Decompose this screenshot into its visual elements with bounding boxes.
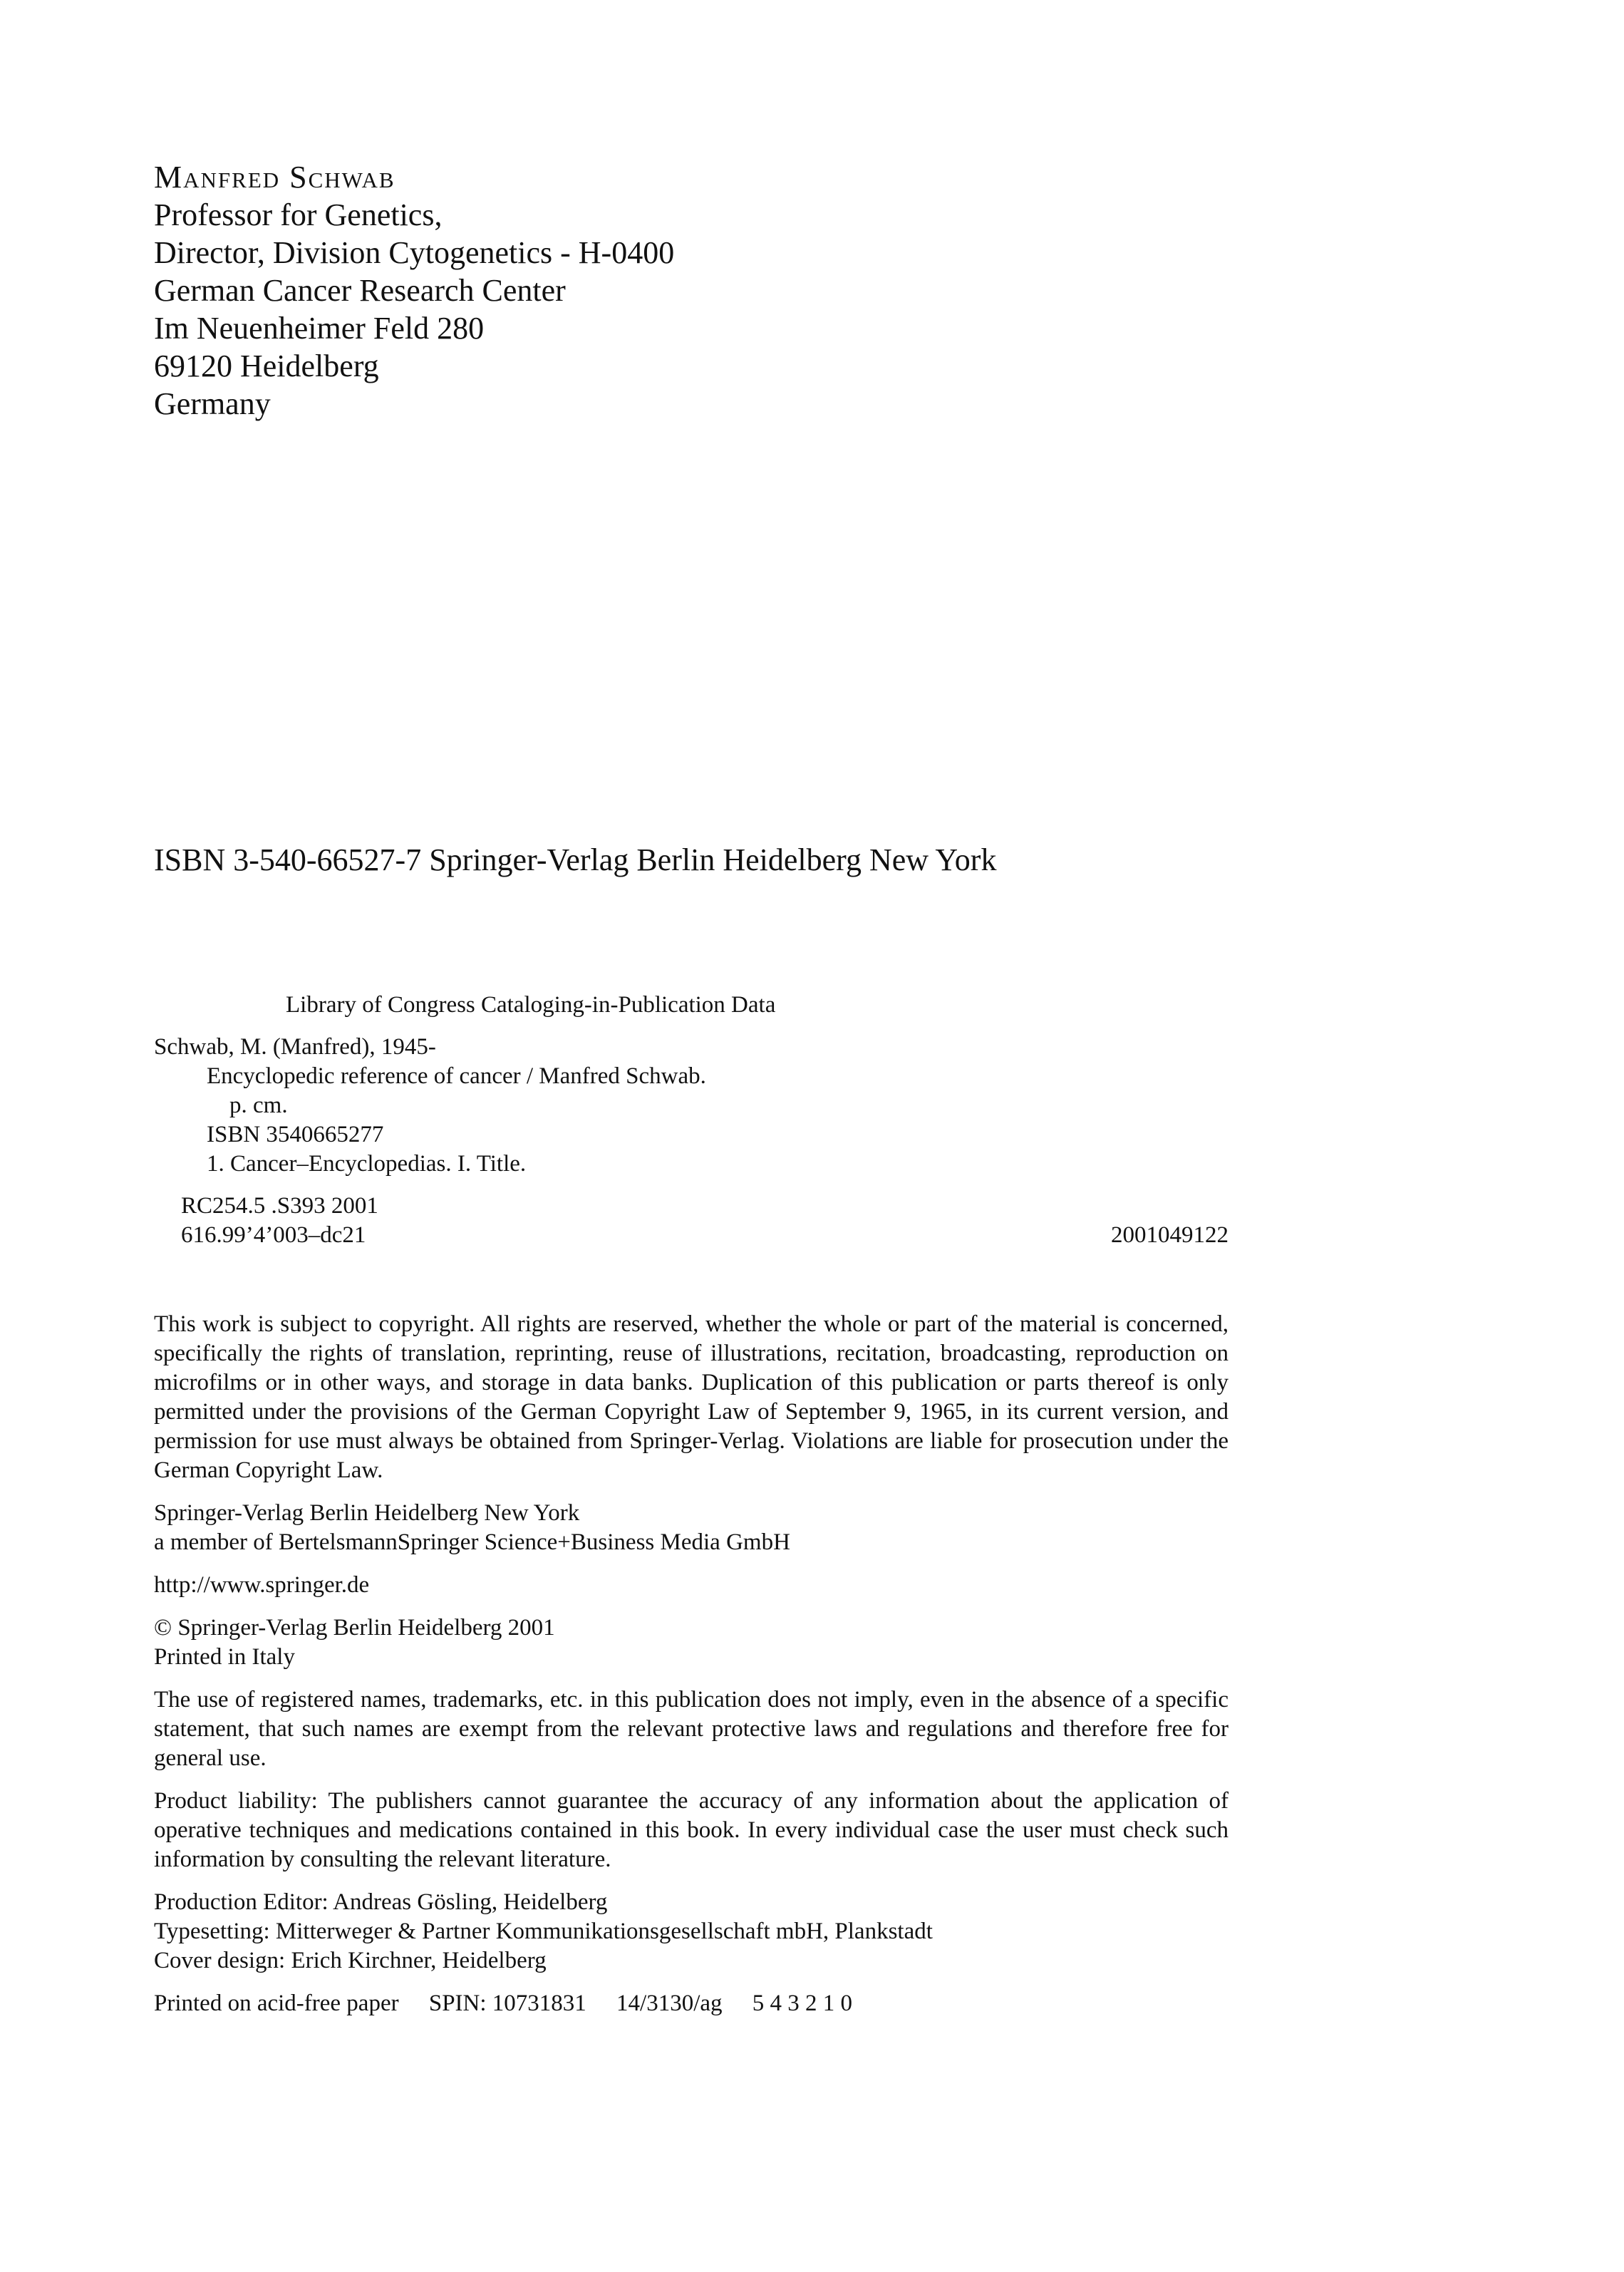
cip-lccn: 2001049122	[1111, 1222, 1229, 1248]
publisher-url: http://www.springer.de	[154, 1572, 370, 1598]
cip-data-block	[154, 991, 1229, 1250]
publisher-line: Springer-Verlag Berlin Heidelberg New York	[154, 1500, 580, 1526]
cip-title-line: Encyclopedic reference of cancer / Manfred Schwab.	[207, 1063, 706, 1089]
liability-paragraph: Product liability: The publishers cannot guarantee the accuracy of any information about the application of operative techniques and medications contained in this book. In every individual case the user must check such information by consulting the relevant literature.	[154, 1788, 1229, 1872]
cip-dewey: 616.99’4’003–dc21	[181, 1222, 366, 1248]
print-run: 5 4 3 2 1 0	[752, 1990, 853, 2016]
cip-subject-line: 1. Cancer–Encyclopedias. I. Title.	[207, 1151, 527, 1177]
isbn-line: ISBN 3-540-66527-7 Springer-Verlag Berlin Heidelberg New York	[154, 842, 997, 877]
trademark-paragraph: The use of registered names, trademarks, etc. in this publication does not imply, even in the absence of a specific statement, that such names are exempt from the relevant protective laws and regulations and therefore free for general use.	[154, 1687, 1229, 1771]
print-code: 14/3130/ag	[616, 1990, 723, 2016]
cip-isbn-line: ISBN 3540665277	[207, 1122, 384, 1147]
author-title: Professor for Genetics,	[154, 197, 443, 232]
cip-author-line: Schwab, M. (Manfred), 1945-	[154, 1034, 436, 1060]
cip-pages-line: p. cm.	[229, 1093, 288, 1118]
copyright-notice: © Springer-Verlag Berlin Heidelberg 2001	[154, 1615, 555, 1641]
cip-heading: Library of Congress Cataloging-in-Publication Data	[286, 992, 776, 1018]
copyright-paragraph: This work is subject to copyright. All rights are reserved, whether the whole or part of the material is concerned, specifically the rights of translation, reprinting, reuse of illustrations, recitation, broadcasting, reproduction on microfilms or in other ways, and storage in data banks. Duplication of this publication or parts thereof is only permitted under the provisions of the German Copyright Law of September 9, 1965, in its current version, and permission for use must always be obtained from Springer-Verlag. Violations are liable for prosecution under the German Copyright Law.	[154, 1311, 1229, 1483]
publisher-url-block	[154, 1571, 1229, 1600]
production-editor: Production Editor: Andreas Gösling, Heidelberg	[154, 1889, 608, 1915]
paper-note: Printed on acid-free paper	[154, 1990, 399, 2016]
typesetting-credit: Typesetting: Mitterweger & Partner Kommunikationsgesellschaft mbH, Plankstadt	[154, 1919, 933, 1944]
publisher-member-line: a member of BertelsmannSpringer Science+Business Media GmbH	[154, 1529, 790, 1555]
author-institution: German Cancer Research Center	[154, 273, 566, 308]
author-block	[154, 158, 674, 423]
author-name: Manfred Schwab	[154, 160, 395, 195]
publisher-block	[154, 1499, 1229, 1557]
legal-block	[154, 1310, 1229, 2018]
copyright-notice-block	[154, 1613, 1229, 1672]
author-country: Germany	[154, 386, 271, 421]
spin-number: SPIN: 10731831	[428, 1990, 586, 2016]
author-city: 69120 Heidelberg	[154, 348, 379, 383]
printing-info-row	[154, 1989, 1229, 2018]
author-position: Director, Division Cytogenetics - H-0400	[154, 235, 675, 270]
printed-in: Printed in Italy	[154, 1644, 295, 1670]
cip-dewey-row	[154, 1221, 1229, 1250]
author-street: Im Neuenheimer Feld 280	[154, 311, 485, 346]
cip-lc-class: RC254.5 .S393 2001	[181, 1193, 378, 1219]
cip-spacer	[154, 1179, 1229, 1192]
credits-block	[154, 1888, 1229, 1976]
cover-design-credit: Cover design: Erich Kirchner, Heidelberg	[154, 1948, 547, 1973]
